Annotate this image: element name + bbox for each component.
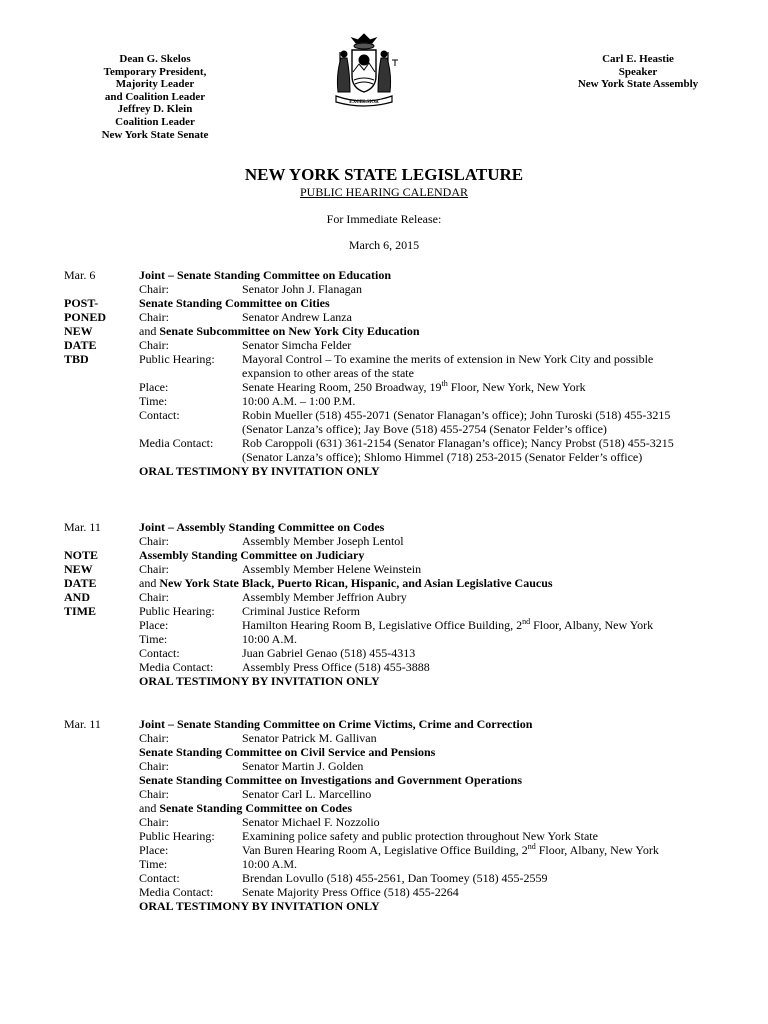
field-value: Senator Carl L. Marcellino [242, 787, 372, 801]
field-label: Chair: [139, 310, 169, 324]
hearing-line [64, 717, 744, 731]
field-value: Brendan Lovullo (518) 455-2561, Dan Toomey (518) 455-2559 [242, 871, 548, 885]
hearing-line [64, 787, 744, 801]
hearing-line [64, 604, 744, 618]
hearing-line [64, 338, 744, 352]
field-value: Senator Michael F. Nozzolio [242, 815, 380, 829]
committee-name: Assembly Standing Committee on Judiciary [139, 548, 365, 562]
testimony-note: ORAL TESTIMONY BY INVITATION ONLY [139, 899, 380, 913]
field-value: Mayoral Control – To examine the merits of extension in New York City and possible expansion to other areas of the state [242, 352, 654, 380]
seal-motto: EXCELSIOR [349, 100, 379, 105]
hearing-line [64, 674, 744, 688]
status-label: NEW [64, 324, 93, 338]
hearing-line [64, 871, 744, 885]
committee-name: New York State Black, Puerto Rican, Hispanic, and Asian Legislative Caucus [159, 576, 553, 590]
hearing-date: Mar. 6 [64, 268, 96, 282]
hearing-entry [64, 717, 744, 913]
header-left-line: Coalition Leader [115, 115, 195, 128]
field-value: Senator Andrew Lanza [242, 310, 352, 324]
hearing-line [64, 268, 744, 282]
field-value: Robin Mueller (518) 455-2071 (Senator Flanagan’s office); John Turoski (518) 455-3215 (Senator Lanza’s office); Jay Bove (518) 455-2754 (Senator Felder’s office) [242, 408, 671, 436]
document-subtitle [0, 185, 768, 200]
field-value: Van Buren Hearing Room A, Legislative Office Building, 2nd Floor, Albany, New York [242, 842, 659, 857]
field-label: Time: [139, 632, 168, 646]
field-label: Chair: [139, 731, 169, 745]
field-label: Public Hearing: [139, 352, 215, 366]
hearing-line [64, 296, 744, 310]
hearing-line [64, 352, 744, 380]
status-label: NEW [64, 562, 93, 576]
hearing-line [64, 534, 744, 548]
hearing-line [64, 408, 744, 436]
hearing-line [64, 646, 744, 660]
field-label: Time: [139, 394, 168, 408]
hearing-line [64, 759, 744, 773]
committee-name: Senate Standing Committee on Civil Service and Pensions [139, 745, 436, 759]
header-right-line: New York State Assembly [577, 78, 699, 91]
field-label: Chair: [139, 590, 169, 604]
hearing-line [64, 885, 744, 899]
field-label: Chair: [139, 562, 169, 576]
field-value: Assembly Member Joseph Lentol [242, 534, 404, 548]
committee-name: Senate Subcommittee on New York City Education [159, 324, 420, 338]
field-label: Place: [139, 380, 169, 394]
hearing-date: Mar. 11 [64, 520, 101, 534]
field-label: Contact: [139, 408, 180, 422]
hearing-line: and Senate Standing Committee on Codes [139, 801, 352, 815]
field-value: 10:00 A.M. [242, 632, 298, 646]
field-label: Chair: [139, 787, 169, 801]
hearing-line [64, 590, 744, 604]
field-value: Senator John J. Flanagan [242, 282, 362, 296]
testimony-note: ORAL TESTIMONY BY INVITATION ONLY [139, 464, 380, 478]
header-left-line: Temporary President, [103, 65, 207, 78]
field-value: Senate Hearing Room, 250 Broadway, 19th Floor, New York, New York [242, 379, 586, 394]
field-value: 10:00 A.M. [242, 857, 298, 871]
header-left-line: and Coalition Leader [104, 90, 206, 103]
assembly-leadership-block [548, 53, 728, 91]
status-label: TIME [64, 604, 97, 618]
field-value: Senator Martin J. Golden [242, 759, 364, 773]
field-value: Senator Patrick M. Gallivan [242, 731, 377, 745]
status-label: POST- [64, 296, 99, 310]
committee-name: Senate Standing Committee on Cities [139, 296, 330, 310]
header-left-line: Jeffrey D. Klein [117, 103, 193, 116]
senate-leadership-block [60, 53, 250, 141]
hearing-line [64, 815, 744, 829]
hearing-line: DATE and New York State Black, Puerto Rican, Hispanic, and Asian Legislative Caucus [64, 576, 553, 590]
field-value: Criminal Justice Reform [242, 604, 360, 618]
document-title: NEW YORK STATE LEGISLATURE [244, 165, 524, 184]
hearing-line [64, 660, 744, 674]
header-right-line: Speaker [618, 65, 658, 78]
hearing-line [64, 380, 744, 394]
hearing-line [64, 436, 744, 464]
field-label: Media Contact: [139, 660, 214, 674]
hearing-line: NEW and Senate Subcommittee on New York City Education [64, 324, 420, 338]
hearing-line [64, 618, 744, 632]
hearing-line [64, 394, 744, 408]
hearing-date: Mar. 11 [64, 717, 101, 731]
status-label: PONED [64, 310, 106, 324]
field-value: Examining police safety and public protection throughout New York State [242, 829, 598, 843]
field-label: Media Contact: [139, 885, 214, 899]
field-label: Contact: [139, 871, 180, 885]
field-value: Hamilton Hearing Room B, Legislative Office Building, 2nd Floor, Albany, New York [242, 617, 654, 632]
hearing-line [64, 829, 744, 843]
field-label: Public Hearing: [139, 829, 215, 843]
field-value: Rob Caroppoli (631) 361-2154 (Senator Flanagan’s office); Nancy Probst (518) 455-3215 (Senator Lanza’s office); Shlomo Himmel (718) 253-2015 (Senator Felder’s office) [242, 436, 674, 464]
status-label: DATE [64, 576, 97, 590]
hearing-line [64, 745, 744, 759]
hearing-line [64, 548, 744, 562]
field-label: Media Contact: [139, 436, 214, 450]
field-label: Place: [139, 843, 169, 857]
field-label: Time: [139, 857, 168, 871]
status-label: DATE [64, 338, 97, 352]
status-label: TBD [64, 352, 89, 366]
field-label: Chair: [139, 815, 169, 829]
hearing-entry [64, 520, 744, 688]
field-label: Contact: [139, 646, 180, 660]
hearing-line [64, 731, 744, 745]
hearing-line [64, 310, 744, 324]
field-label: Public Hearing: [139, 604, 215, 618]
field-label: Chair: [139, 759, 169, 773]
field-value: 10:00 A.M. – 1:00 P.M. [242, 394, 356, 408]
hearing-line [64, 464, 744, 478]
release-date: March 6, 2015 [348, 238, 420, 252]
hearing-line [64, 899, 744, 913]
committee-name: Joint – Senate Standing Committee on Education [139, 268, 392, 282]
field-value: Assembly Member Jeffrion Aubry [242, 590, 407, 604]
field-value: Assembly Member Helene Weinstein [242, 562, 422, 576]
field-label: Chair: [139, 338, 169, 352]
hearing-line [64, 562, 744, 576]
field-value: Senate Majority Press Office (518) 455-2264 [242, 885, 459, 899]
hearing-line [64, 773, 744, 787]
header-left-line: Majority Leader [115, 78, 195, 91]
hearing-line [64, 520, 744, 534]
hearing-line [64, 843, 744, 857]
new-york-state-seal-icon [322, 30, 406, 110]
field-label: Place: [139, 618, 169, 632]
testimony-note: ORAL TESTIMONY BY INVITATION ONLY [139, 674, 380, 688]
committee-name: Joint – Assembly Standing Committee on Codes [139, 520, 385, 534]
hearing-line [64, 857, 744, 871]
field-value: Juan Gabriel Genao (518) 455-4313 [242, 646, 416, 660]
committee-name: Senate Standing Committee on Investigations and Government Operations [139, 773, 523, 787]
hearing-entry [64, 268, 744, 478]
field-label: Chair: [139, 534, 169, 548]
committee-name: Joint – Senate Standing Committee on Crime Victims, Crime and Correction [139, 717, 533, 731]
committee-name: Senate Standing Committee on Codes [159, 801, 352, 815]
field-value: Assembly Press Office (518) 455-3888 [242, 660, 430, 674]
header-left-line: Dean G. Skelos [119, 53, 191, 65]
hearing-line [64, 632, 744, 646]
subtitle-text: PUBLIC HEARING CALENDAR [300, 185, 468, 199]
header-left-line: New York State Senate [101, 128, 209, 141]
release-note: For Immediate Release: [326, 212, 442, 226]
status-label: AND [64, 590, 90, 604]
field-value: Senator Simcha Felder [242, 338, 352, 352]
header-right-line: Carl E. Heastie [602, 53, 674, 65]
field-label: Chair: [139, 282, 169, 296]
hearing-line [64, 282, 744, 296]
status-label: NOTE [64, 548, 99, 562]
